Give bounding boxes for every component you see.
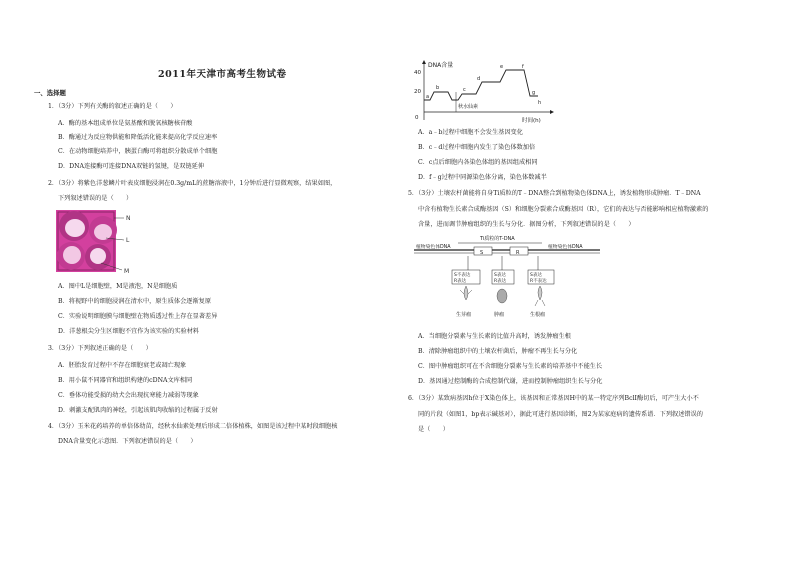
fig-left-label: 植物染色体DNA [416,245,451,250]
point-g: g [532,90,536,96]
section-heading: 一、选择题 [34,89,66,97]
point-e: e [500,64,504,70]
box1-line1: S不表达 [454,273,471,278]
q5-stem-line3: 含量，进而调节肿瘤组织的生长与分化．据图分析，下列叙述错误的是（ ） [418,221,635,228]
q5-option-a: A．当细胞分裂素与生长素的比值升高时，诱发肿瘤生根 [418,333,571,340]
bottom-label-1: 生芽瘤 [456,312,472,318]
box2-line1: S表达 [494,273,506,278]
q1-option-d: D．DNA连接酶可连接DNA双链的氢键，是双链延伸 [58,163,205,170]
q1-option-b: B．酶通过为反应物供能和降低活化能来提高化学反应速率 [58,134,218,141]
ytick-20: 20 [414,89,421,95]
q5-stem-line1: 5．（3分）土壤农杆菌能将自身Ti质粒的T﹣DNA整合到植物染色体DNA上，诱发植物形成肿瘤．T﹣DNA [408,190,701,197]
dna-xlabel: 时间(h) [522,118,541,124]
fig-top-label: Ti质粒的T-DNA [480,236,515,242]
box2-line2: R表达 [494,279,507,284]
dna-content-figure [410,58,560,124]
q4-stem-line1: 4．（3分）玉米花药培养的单倍体幼苗，经秋水仙素处理后形成二倍体植株，如图是该过程中某时段细胞核 [48,423,338,430]
colchicine-note: 秋水仙素 [458,104,479,110]
point-a: a [426,94,430,100]
point-b: b [436,85,440,91]
q1-option-c: C．在动物细胞培养中，胰蛋白酶可将组织分散成单个细胞 [58,148,218,155]
q5-stem-line2: 中含有植物生长素合成酶基因（S）和细胞分裂素合成酶基因（R），它们的表达与否能影响相应植物激素的 [418,206,709,213]
q5-option-c: C．图中肿瘤组织可在不含细胞分裂素与生长素的培养基中不能生长 [418,363,603,370]
box3-line1: S表达 [530,273,542,278]
bottom-label-2: 肿瘤 [494,312,505,318]
q3-option-a: A．胚胎发育过程中不存在细胞衰老或凋亡现象 [58,362,187,369]
bottom-label-3: 生根瘤 [530,312,546,318]
q4-option-b: B．c﹣d过程中细胞内发生了染色体数加倍 [418,144,536,151]
q3-option-c: C．垂体功能受损的幼犬会出现抗寒能力减弱等现象 [58,392,199,399]
gene-r: R [516,250,520,256]
q6-stem-line3: 是（ ） [418,426,449,433]
q6-stem-line1: 6．（3分）某致病基因h位于X染色体上，该基因和正常基因H中的某一特定序列BclI酶切后，可产生大小不 [408,395,699,402]
q5-option-b: B．清除肿瘤组织中的土壤农杆菌后，肿瘤不再生长与分化 [418,348,578,355]
point-d: d [477,76,481,82]
q2-option-c: C．实验说明细胞膜与细胞壁在物质透过性上存在显著差异 [58,313,218,320]
q6-stem-line2: 同的片段（如图1，bp表示碱基对），据此可进行基因诊断，图2为某家庭病的遗传系谱．下列叙述错误的 [418,411,703,418]
q1-stem: 1．（3分）下列有关酶的叙述正确的是（ ） [48,103,177,110]
q4-stem-line2: DNA含量变化示意图．下列叙述错误的是（ ） [58,438,197,445]
q2-stem-line2: 下列叙述错误的是（ ） [58,195,133,202]
box3-line2: R不表达 [530,279,547,284]
q2-option-d: D．洋葱根尖分生区细胞不宜作为该实验的实验材料 [58,328,200,335]
q3-stem: 3．（3分）下列叙述正确的是（ ） [48,345,152,352]
q4-option-a: A．a﹣b过程中细胞不会发生基因变化 [418,129,523,136]
label-n: N [126,215,131,222]
point-c: c [463,87,466,93]
label-m: M [124,268,130,275]
q1-option-a: A．酶的基本组成单位是氨基酸和脱氧核糖核苷酸 [58,120,193,127]
fig-right-label: 植物染色体DNA [548,245,583,250]
q3-option-d: D．刺激支配肌肉的神经，引起该肌肉收缩的过程属于反射 [58,407,218,414]
box1-line2: R表达 [454,279,467,284]
point-f: f [522,64,524,70]
q2-option-b: B．将视野中的细胞浸润在清水中，原生质体会逐渐复原 [58,298,212,305]
gene-s: S [480,250,484,256]
q3-option-b: B．用小鼠不同器官和组织构建的cDNA文库相同 [58,377,193,384]
q5-option-d: D．基因通过控制酶的合成控制代谢，进而控制肿瘤组织生长与分化 [418,378,603,385]
plasmolysis-cell-image [56,208,136,276]
q4-option-d: D．f﹣g过程中同源染色体分离，染色体数减半 [418,174,547,181]
q2-option-a: A．图中L是细胞壁，M是液泡，N是细胞质 [58,283,178,290]
dna-ylabel: DNA含量 [428,62,454,69]
ytick-40: 40 [414,70,421,76]
q2-stem-line1: 2．（3分）将紫色洋葱鳞片叶表皮细胞浸润在0.3g/mL的蔗糖溶液中，1分钟后进行显微观察，结果如图， [48,180,337,187]
tdna-figure [414,234,604,320]
label-l: L [126,237,130,244]
page-title: 2011年天津市高考生物试卷 [158,69,287,80]
point-h: h [538,100,542,106]
ytick-0: 0 [415,115,419,121]
q4-option-c: C．c点后细胞内各染色体组的基因组成相同 [418,159,538,166]
